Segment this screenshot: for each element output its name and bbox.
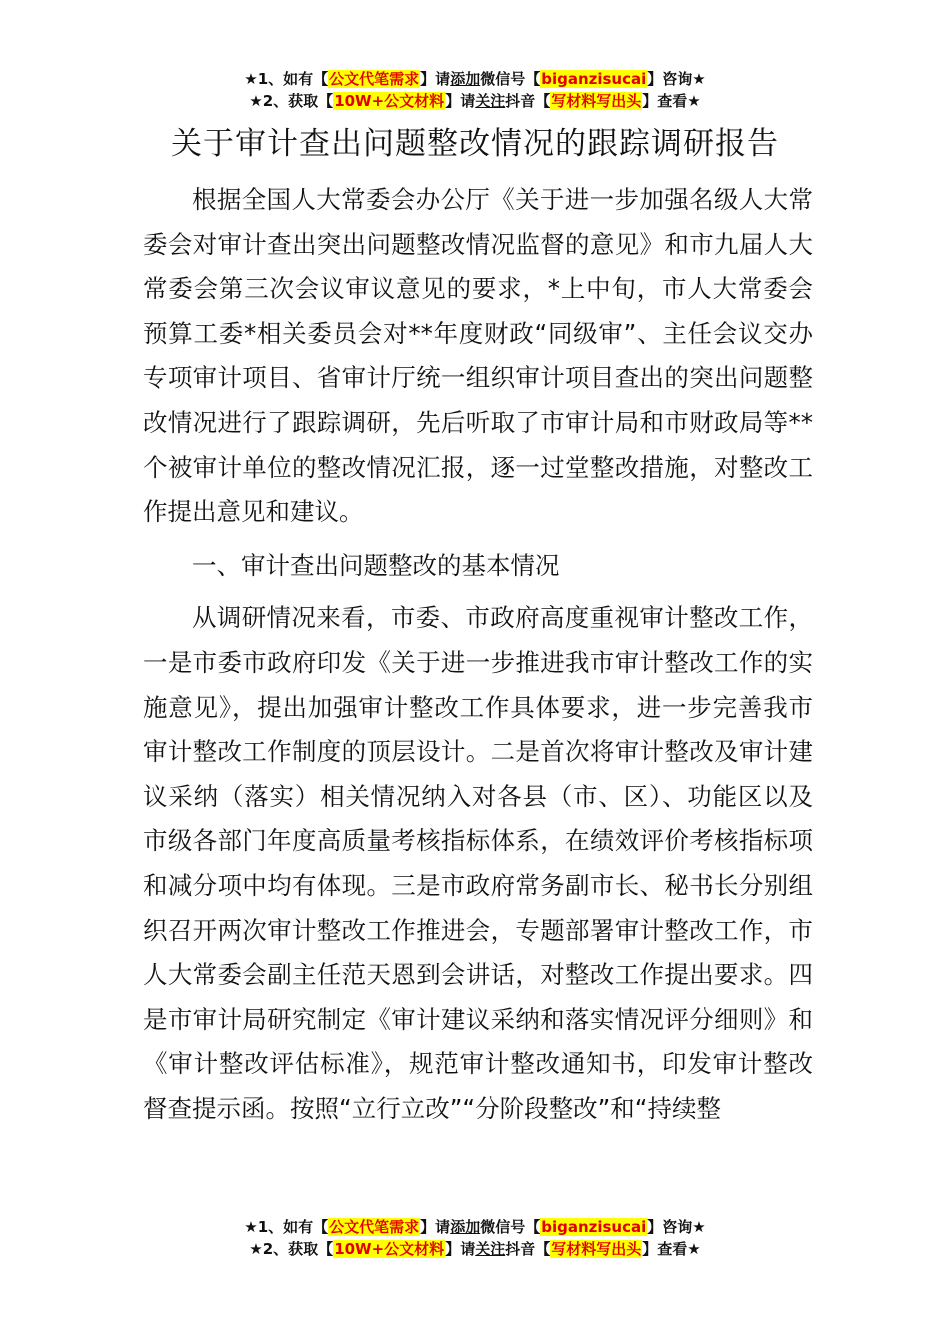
promo-highlight: 写材料写出头 bbox=[551, 92, 642, 110]
promo-text: 】查看★ bbox=[642, 1240, 701, 1258]
promo-banner-bottom bbox=[0, 1216, 950, 1260]
promo-banner-top bbox=[0, 68, 950, 112]
promo-text: 微信号【 bbox=[480, 1218, 541, 1236]
promo-underlined: 关注 bbox=[475, 92, 506, 110]
promo-highlight: 10W+公文材料 bbox=[334, 1240, 445, 1258]
promo-text: ★1、如有【 bbox=[244, 70, 329, 88]
promo-text: 】咨询★ bbox=[647, 1218, 706, 1236]
promo-underlined: 添加 bbox=[450, 70, 481, 88]
promo-highlight: 写材料写出头 bbox=[551, 1240, 642, 1258]
promo-text: 抖音【 bbox=[505, 1240, 551, 1258]
promo-text: 】请 bbox=[445, 1240, 476, 1258]
promo-text: 】请 bbox=[445, 92, 476, 110]
promo-text: ★2、获取【 bbox=[249, 1240, 334, 1258]
promo-highlight: biganzisucai bbox=[541, 1218, 647, 1236]
promo-text: 】咨询★ bbox=[647, 70, 706, 88]
promo-underlined: 关注 bbox=[475, 1240, 506, 1258]
promo-underlined: 添加 bbox=[450, 1218, 481, 1236]
promo-text: 抖音【 bbox=[505, 92, 551, 110]
promo-highlight: biganzisucai bbox=[541, 70, 647, 88]
promo-line-2 bbox=[0, 90, 950, 112]
promo-text: 】请 bbox=[420, 1218, 451, 1236]
section-heading: 一、审计查出问题整改的基本情况 bbox=[192, 550, 560, 580]
document-body bbox=[143, 178, 813, 1131]
promo-highlight: 公文代笔需求 bbox=[329, 70, 420, 88]
promo-text: 】查看★ bbox=[642, 92, 701, 110]
promo-text: 】请 bbox=[420, 70, 451, 88]
promo-highlight: 公文代笔需求 bbox=[329, 1218, 420, 1236]
intro-paragraph: 根据全国人大常委会办公厅《关于进一步加强名级人大常委会对审计查出突出问题整改情况监督的意见》和市九届人大常委会第三次会议审议意见的要求，*上中旬，市人大常委会预算工委*相关委员会对**年度财政“同级审”、主任会议交办专项审计项目、省审计厅统一组织审计项目查出的突出问题整改情况进行了跟踪调研，先后听取了市审计局和市财政局等**个被审计单位的整改情况汇报，逐一过堂整改措施，对整改工作提出意见和建议。 bbox=[143, 185, 813, 527]
promo-line-2 bbox=[0, 1238, 950, 1260]
promo-text: 微信号【 bbox=[480, 70, 541, 88]
promo-text: ★1、如有【 bbox=[244, 1218, 329, 1236]
promo-line-1 bbox=[0, 1216, 950, 1238]
promo-line-1 bbox=[0, 68, 950, 90]
promo-text: ★2、获取【 bbox=[249, 92, 334, 110]
section-paragraph: 从调研情况来看，市委、市政府高度重视审计整改工作，一是市委市政府印发《关于进一步推进我市审计整改工作的实施意见》，提出加强审计整改工作具体要求，进一步完善我市审计整改工作制度的顶层设计。二是首次将审计整改及审计建议采纳（落实）相关情况纳入对各县（市、区）、功能区以及市级各部门年度高质量考核指标体系，在绩效评价考核指标项和减分项中均有体现。三是市政府常务副市长、秘书长分别组织召开两次审计整改工作推进会，专题部署审计整改工作，市人大常委会副主任范天恩到会讲话，对整改工作提出要求。四是市审计局研究制定《审计建议采纳和落实情况评分细则》和《审计整改评估标准》，规范审计整改通知书，印发审计整改督查提示函。按照“立行立改”“分阶段整改”和“持续整 bbox=[143, 603, 813, 1123]
document-title: 关于审计查出问题整改情况的跟踪调研报告 bbox=[171, 126, 779, 162]
promo-highlight: 10W+公文材料 bbox=[334, 92, 445, 110]
